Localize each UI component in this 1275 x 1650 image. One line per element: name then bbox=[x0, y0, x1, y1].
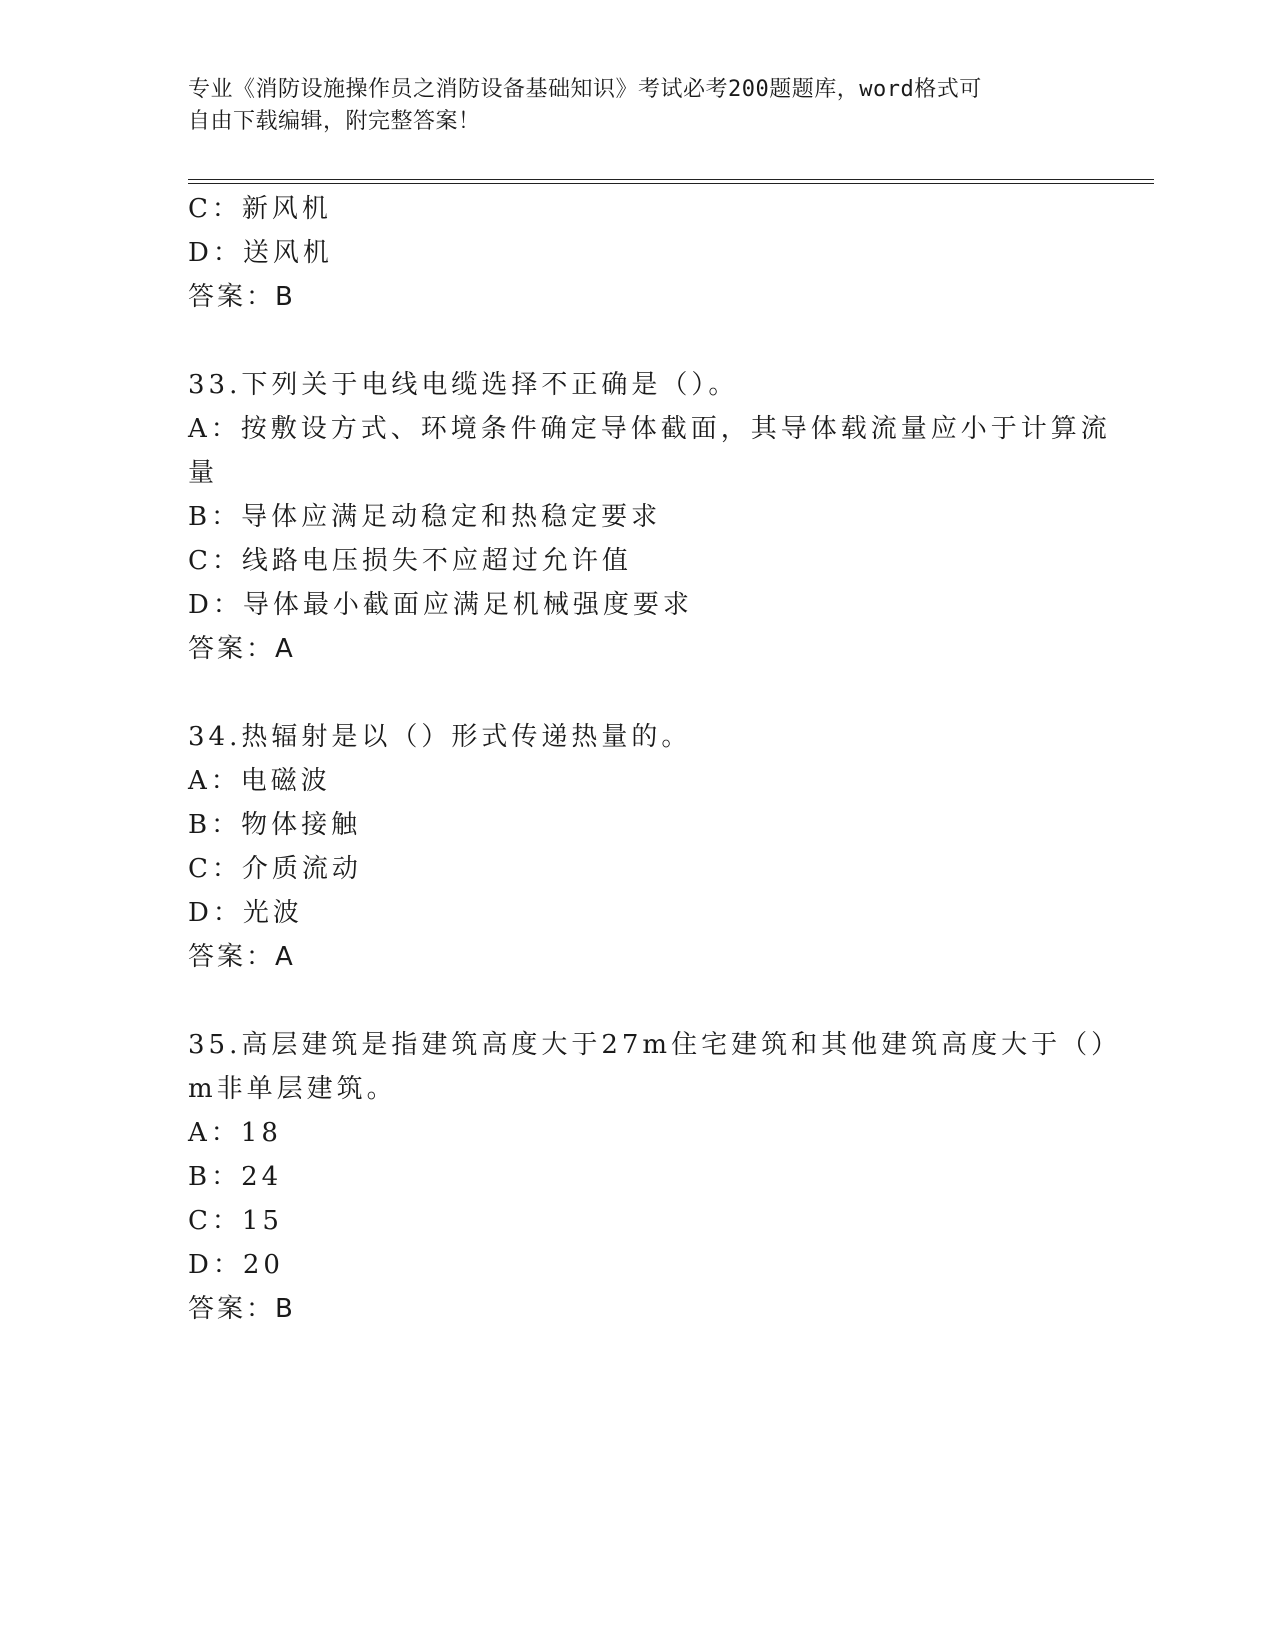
q35-option-a: A：18 bbox=[188, 1118, 282, 1148]
q35-option-c: C：15 bbox=[188, 1206, 283, 1236]
q35-stem-line-2: m非单层建筑。 bbox=[188, 1074, 397, 1104]
prev-answer: 答案：B bbox=[188, 282, 296, 312]
q34-option-a: A：电磁波 bbox=[188, 766, 331, 796]
prev-option-d: D：送风机 bbox=[188, 238, 333, 268]
q33-option-d: D：导体最小截面应满足机械强度要求 bbox=[188, 590, 693, 620]
document-header bbox=[188, 74, 1068, 138]
q33-option-c: C：线路电压损失不应超过允许值 bbox=[188, 546, 632, 576]
q33-option-b: B：导体应满足动稳定和热稳定要求 bbox=[188, 502, 662, 532]
q34-answer: 答案：A bbox=[188, 942, 296, 972]
q33-option-a-line-1: A：按敷设方式、环境条件确定导体截面，其导体载流量应小于计算流 bbox=[188, 414, 1111, 444]
prev-option-c: C：新风机 bbox=[188, 194, 332, 224]
q35-answer: 答案：B bbox=[188, 1294, 296, 1324]
q33-stem: 33.下列关于电线电缆选择不正确是（）。 bbox=[188, 370, 739, 400]
header-title-line-2: 自由下载编辑，附完整答案！ bbox=[188, 109, 481, 134]
q33-answer: 答案：A bbox=[188, 634, 296, 664]
q34-option-c: C：介质流动 bbox=[188, 854, 362, 884]
q35-option-d: D：20 bbox=[188, 1250, 284, 1280]
q35-option-b: B：24 bbox=[188, 1162, 283, 1192]
q34-option-b: B：物体接触 bbox=[188, 810, 362, 840]
q33-option-a-line-2: 量 bbox=[188, 458, 219, 488]
header-divider-top bbox=[188, 179, 1154, 180]
q34-stem: 34.热辐射是以（）形式传递热量的。 bbox=[188, 722, 692, 752]
q35-stem-line-1: 35.高层建筑是指建筑高度大于27m住宅建筑和其他建筑高度大于（） bbox=[188, 1030, 1122, 1060]
q34-option-d: D：光波 bbox=[188, 898, 303, 928]
header-title-line-1: 专业《消防设施操作员之消防设备基础知识》考试必考200题题库，word格式可 bbox=[188, 77, 982, 102]
header-divider-bottom bbox=[188, 183, 1154, 184]
